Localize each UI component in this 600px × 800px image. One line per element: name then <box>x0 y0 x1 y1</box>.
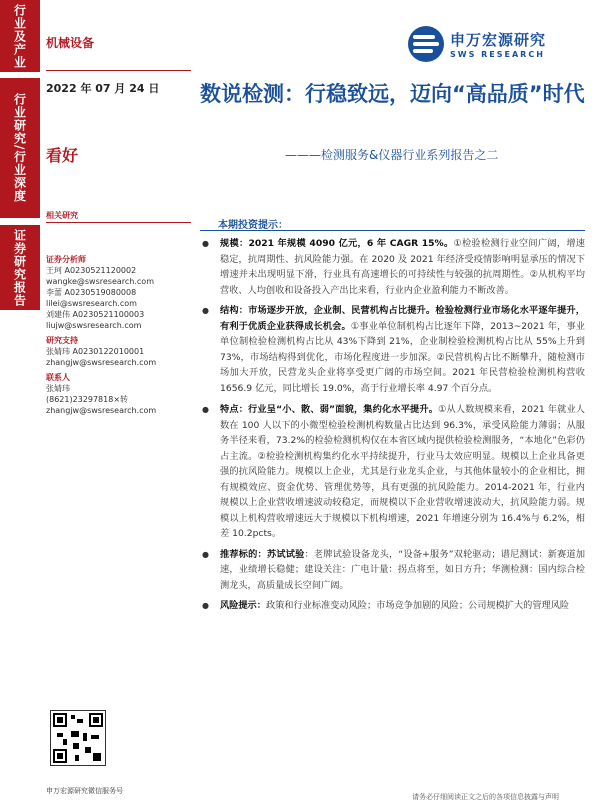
footer-disclaimer: 请务必仔细阅读正文之后的各项信息披露与声明 <box>412 793 559 800</box>
bullet-text: 政策和行业标准变动风险；市场竞争加剧的风险；公司规模扩大的管理风险 <box>265 600 570 611</box>
bullet-text: ：老牌试验设备龙头，“设备+服务”双轮驱动；谱尼测试：新赛道加速，业绩增长稳健；建设关注：广电计量：拐点将至，如日方升；华测检测：国内综合检测龙头，高质量成长空间广阔。 <box>220 548 586 591</box>
sidebar-tag-label: 行业及产业 <box>12 3 27 69</box>
qr-caption: 申万宏源研究微信服务号 <box>46 787 123 795</box>
analyst-line: 王珂 A0230521120002 <box>46 266 137 275</box>
analyst-line: wangke@swsresearch.com <box>46 277 154 286</box>
related-divider <box>46 222 191 223</box>
summary-divider <box>200 230 585 231</box>
analyst-heading: 证券分析师 <box>46 255 86 264</box>
contact-line: (8621)23297818×转 <box>46 395 129 404</box>
report-subtitle: ———检测服务&仪器行业系列报告之二 <box>285 148 499 162</box>
investment-highlights <box>200 236 585 614</box>
bullet-lead: 风险提示： <box>220 600 266 611</box>
sidebar-tag-label: 证券研究报告 <box>12 228 27 307</box>
bullet-text: ①事业单位制机构占比逐年下降，2013~2021 年，事业单位制检验检测机构占比从 43%下降到 21%，企业制检验检测机构占比从 55%上升到 73%，市场结构得到优化，市场化程度进一步加深。②民营机构占比不断攀升，随检测市场加大开放，民营龙头企业将享受更广阔的市场空间。2021 年民营检验检测机构营收 1656.9 亿元，同比增长 19.0%，高于行业增长率 4.97 个百分点。 <box>220 320 585 394</box>
support-heading: 研究支持 <box>46 336 78 345</box>
bullet-text: ①从人数规模来看，2021 年就业人数在 100 人以下的小微型检验检测机构数量占比达到 96.3%，承受风险能力薄弱；从服务半径来看，73.2%的检验检测机构仅在本省区域内提供检验检测服务，“本地化”色彩仍占主流。②检验检测机构集约化水平持续提升，行业马太效应明显。规模以上企业具备更强的抗风险能力。规模以上企业，尤其是行业龙头企业，与其他体量较小的企业相比，拥有规模效应、资金优势、管理优势等，具有更强的抗风险能力。2014-2021 年，行业内规模以上企业营收增速波动较稳定，而规模以下企业营收增速波动大，抗风险能力弱。规模以上机构营收增速远大于规模以下机构增速，2021 年增速分别为 16.4%与 6.2%，相差 10.2pcts。 <box>220 404 585 539</box>
analyst-line: 刘建伟 A0230521100003 <box>46 310 145 319</box>
bullet-lead: 特点：行业呈“小、散、弱”面貌，集约化水平提升。 <box>220 404 439 415</box>
company-logo <box>408 26 546 62</box>
bullet-features <box>200 402 585 542</box>
bullet-structure <box>200 303 585 396</box>
logo-chinese-name: 申万宏源研究 <box>450 31 547 49</box>
sidebar-tag-securities <box>0 225 40 310</box>
report-title: 数说检测：行稳致远，迈向“高品质”时代 <box>200 82 585 106</box>
related-research-label: 相关研究 <box>46 211 78 220</box>
bullet-lead: 规模：2021 年规模 4090 亿元，6 年 CAGR 15%。 <box>220 238 454 249</box>
logo-english-name: SWS RESEARCH <box>450 50 545 59</box>
qr-code-icon <box>50 710 106 766</box>
bullet-scale <box>200 236 585 298</box>
sidebar-tag-report-type <box>0 78 40 218</box>
header-divider <box>46 70 191 71</box>
summary-heading: 本期投资提示： <box>218 220 288 231</box>
bullet-recommendations <box>200 547 585 594</box>
bullet-lead: 推荐标的：苏试试验 <box>220 548 305 560</box>
logo-icon <box>408 26 444 62</box>
analyst-line: 李蕾 A0230519080008 <box>46 288 137 297</box>
support-line: zhangjw@swsresearch.com <box>46 358 157 367</box>
rating: 看好 <box>46 146 79 165</box>
analyst-line: lilei@swsresearch.com <box>46 299 137 308</box>
contacts-panel <box>46 250 196 416</box>
contact-heading: 联系人 <box>46 373 70 382</box>
report-date: 2022 年 07 月 24 日 <box>46 82 160 95</box>
bullet-risks <box>200 598 585 614</box>
bullet-text: ①检验检测行业空间广阔，增速稳定，抗周期性、抗风险能力强。在 2020 及 2021 年经济受疫情影响明显承压的情况下增速并未出现明显下滑，行业具有高速增长的可持续性与较强的抗周期性。②从机构平均营收、人均创收和设备投入产出比来看，行业内企业盈利能力不断改善。 <box>220 238 585 296</box>
industry-label: 机械设备 <box>46 36 95 50</box>
analyst-line: liujw@swsresearch.com <box>46 321 142 330</box>
contact-line: 张婧玮 <box>46 384 70 393</box>
sidebar-tag-label: 行业研究/行业深度 <box>12 93 27 203</box>
support-line: 张婧玮 A0230122010001 <box>46 347 145 356</box>
contact-line: zhangjw@swsresearch.com <box>46 406 157 415</box>
bullet-lead: 结构：市场逐步开放，企业制、民营机构占比提升。检验检测行业市场化水平逐年提升，有利于优质企业获得成长机会。 <box>220 305 585 332</box>
sidebar-tag-industry <box>0 0 40 72</box>
left-sidebar <box>0 0 40 800</box>
